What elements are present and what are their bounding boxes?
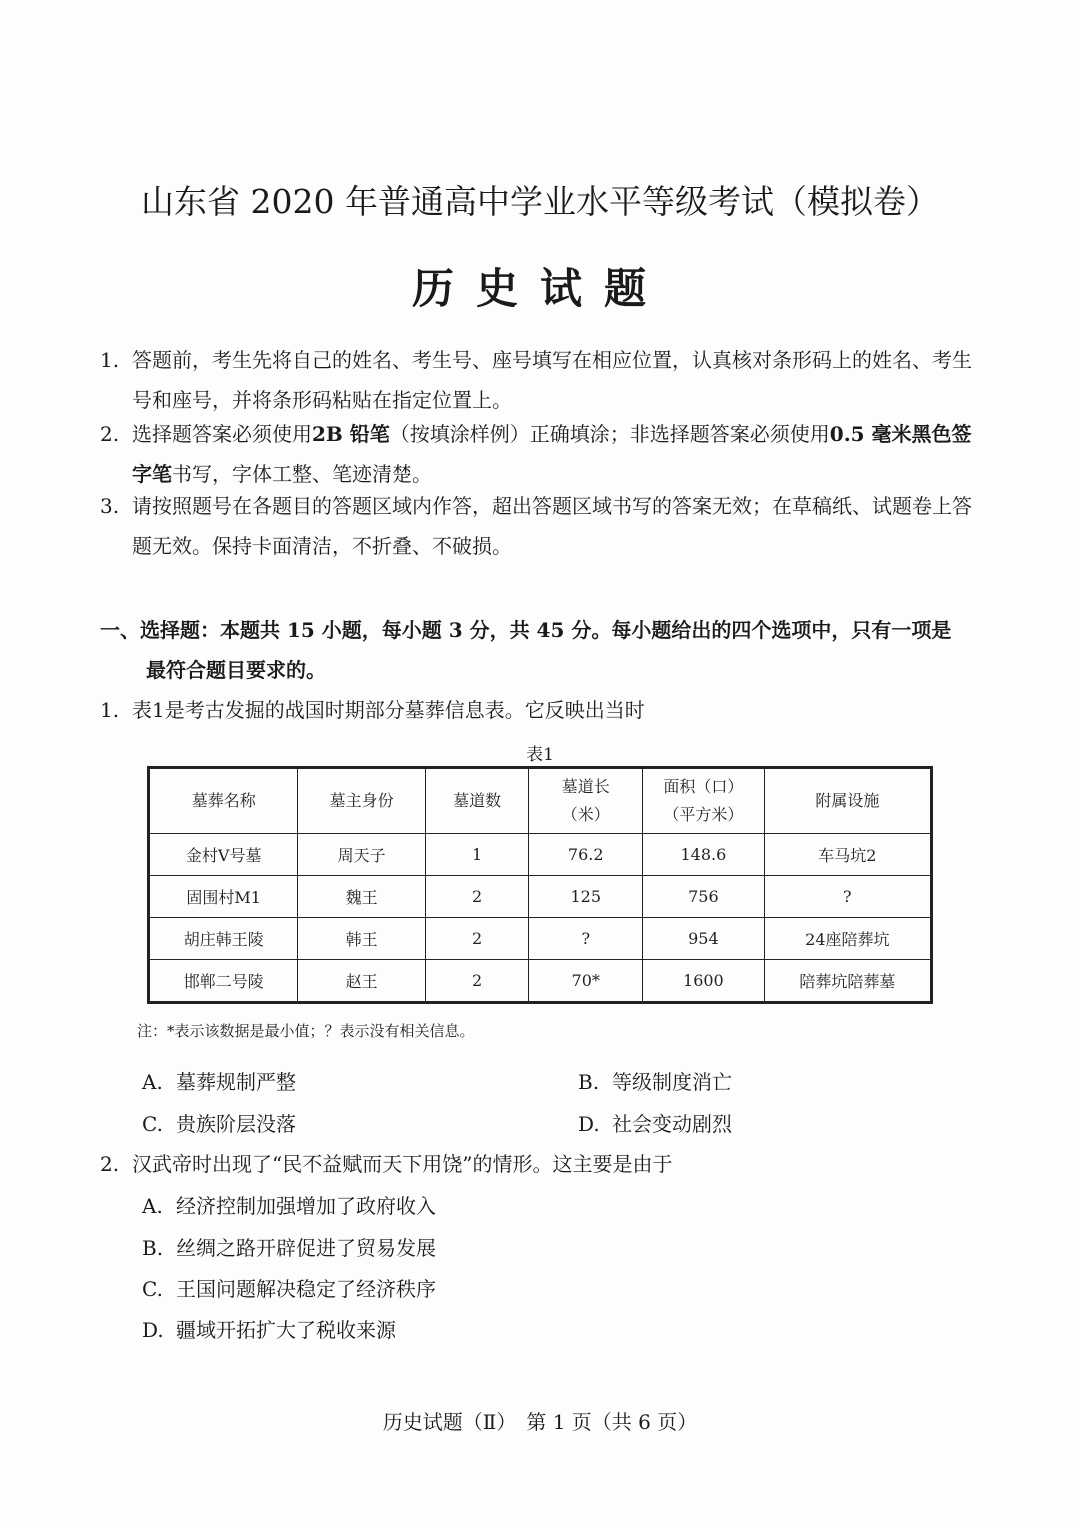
question-2-stem	[100, 1144, 980, 1184]
notice-number: 2.	[100, 422, 120, 446]
notice-item-3	[100, 486, 990, 566]
option-letter: D.	[142, 1318, 164, 1342]
q1-option-d	[578, 1108, 732, 1140]
table-cell: 756	[643, 876, 765, 918]
q1-option-c	[142, 1108, 296, 1140]
q1-option-b	[578, 1066, 732, 1098]
table-row	[149, 834, 932, 876]
question-number: 2.	[100, 1152, 120, 1176]
option-text: 疆域开拓扩大了税收来源	[176, 1318, 396, 1342]
table-header-row	[149, 768, 932, 834]
notice-text-part: 书写，字体工整、笔迹清楚。	[172, 462, 432, 486]
option-letter: A.	[142, 1070, 163, 1094]
header-cell: 墓主身份	[298, 768, 425, 834]
notice-text: 请按照题号在各题目的答题区域内作答，超出答题区域书写的答案无效；在草稿纸、试题卷上答题无效。保持卡面清洁，不折叠、不破损。	[132, 494, 972, 558]
table-row	[149, 960, 932, 1003]
table-cell: 954	[643, 918, 765, 960]
option-letter: C.	[142, 1112, 163, 1136]
notice-item-2	[100, 414, 990, 494]
table-cell: 24座陪葬坑	[764, 918, 931, 960]
table-cell: 2	[425, 876, 529, 918]
table-note: 注：*表示该数据是最小值；？表示没有相关信息。	[137, 1022, 475, 1040]
table-caption: 表1	[526, 745, 554, 765]
option-letter: B.	[142, 1236, 164, 1260]
option-text: 等级制度消亡	[612, 1070, 732, 1094]
table-cell: ?	[764, 876, 931, 918]
table-cell: 2	[425, 918, 529, 960]
table-cell: 邯郸二号陵	[149, 960, 298, 1003]
header-cell	[529, 768, 643, 834]
table-cell: 魏王	[298, 876, 425, 918]
section-heading-line2: 最符合题目要求的。	[146, 658, 326, 682]
table-cell: 韩王	[298, 918, 425, 960]
exam-title: 山东省 2020 年普通高中学业水平等级考试（模拟卷）	[141, 182, 939, 221]
option-letter: B.	[578, 1070, 600, 1094]
option-text: 墓葬规制严整	[176, 1070, 296, 1094]
notice-number: 1.	[100, 348, 120, 372]
section-heading	[100, 610, 990, 690]
q2-option-b	[142, 1232, 436, 1264]
table-row	[149, 876, 932, 918]
q1-option-a	[142, 1066, 296, 1098]
q2-option-a	[142, 1190, 436, 1222]
page-footer: 历史试题（Ⅱ） 第 1 页（共 6 页）	[382, 1410, 698, 1434]
table-cell: 陪葬坑陪葬墓	[764, 960, 931, 1003]
notice-text-part: （按填涂样例）正确填涂；非选择题答案必须使用	[389, 422, 830, 446]
question-number: 1.	[100, 698, 120, 722]
option-text: 经济控制加强增加了政府收入	[176, 1194, 436, 1218]
question-text: 表1是考古发掘的战国时期部分墓葬信息表。它反映出当时	[132, 698, 645, 722]
header-cell: 墓葬名称	[149, 768, 298, 834]
table-cell: 70*	[529, 960, 643, 1003]
header-cell	[643, 768, 765, 834]
question-1-stem	[100, 690, 980, 730]
notice-text: 答题前，考生先将自己的姓名、考生号、座号填写在相应位置，认真核对条形码上的姓名、考生号和座号，并将条形码粘贴在指定位置上。	[132, 348, 972, 412]
option-text: 贵族阶层没落	[176, 1112, 296, 1136]
section-heading-line1: 一、选择题：本题共 15 小题，每小题 3 分，共 45 分。每小题给出的四个选项中，只有一项是	[100, 618, 952, 642]
table-cell: 赵王	[298, 960, 425, 1003]
table-cell: 周天子	[298, 834, 425, 876]
table-cell: 固围村M1	[149, 876, 298, 918]
table-cell: 1600	[643, 960, 765, 1003]
option-letter: D.	[578, 1112, 600, 1136]
table-cell: ?	[529, 918, 643, 960]
header-cell: 附属设施	[764, 768, 931, 834]
option-text: 王国问题解决稳定了经济秩序	[176, 1277, 436, 1301]
header-line: 面积（口）	[663, 777, 744, 796]
table-cell: 2	[425, 960, 529, 1003]
q2-option-c	[142, 1273, 436, 1305]
header-line: 墓道长	[561, 777, 610, 796]
option-letter: A.	[142, 1194, 163, 1218]
table-cell: 125	[529, 876, 643, 918]
table-cell: 金村V号墓	[149, 834, 298, 876]
table-cell: 76.2	[529, 834, 643, 876]
table-cell: 148.6	[643, 834, 765, 876]
table-cell: 车马坑2	[764, 834, 931, 876]
notice-item-1	[100, 340, 990, 420]
table-cell: 胡庄韩王陵	[149, 918, 298, 960]
option-text: 社会变动剧烈	[612, 1112, 732, 1136]
notice-bold-part: 2B 铅笔	[312, 422, 390, 446]
table-row	[149, 918, 932, 960]
tomb-info-table	[147, 766, 933, 1004]
header-line: （平方米）	[663, 805, 744, 824]
subject-title: 历史试题	[411, 264, 668, 313]
notice-text-part: 选择题答案必须使用	[132, 422, 312, 446]
q2-option-d	[142, 1314, 396, 1346]
notice-number: 3.	[100, 494, 120, 518]
option-text: 丝绸之路开辟促进了贸易发展	[176, 1236, 436, 1260]
option-letter: C.	[142, 1277, 163, 1301]
header-cell: 墓道数	[425, 768, 529, 834]
notice-bold-part: 0.5 毫米黑色签字笔	[132, 422, 972, 486]
header-line: （米）	[561, 805, 610, 824]
question-text: 汉武帝时出现了“民不益赋而天下用饶”的情形。这主要是由于	[132, 1152, 673, 1176]
notice-text	[132, 414, 990, 494]
table-cell: 1	[425, 834, 529, 876]
